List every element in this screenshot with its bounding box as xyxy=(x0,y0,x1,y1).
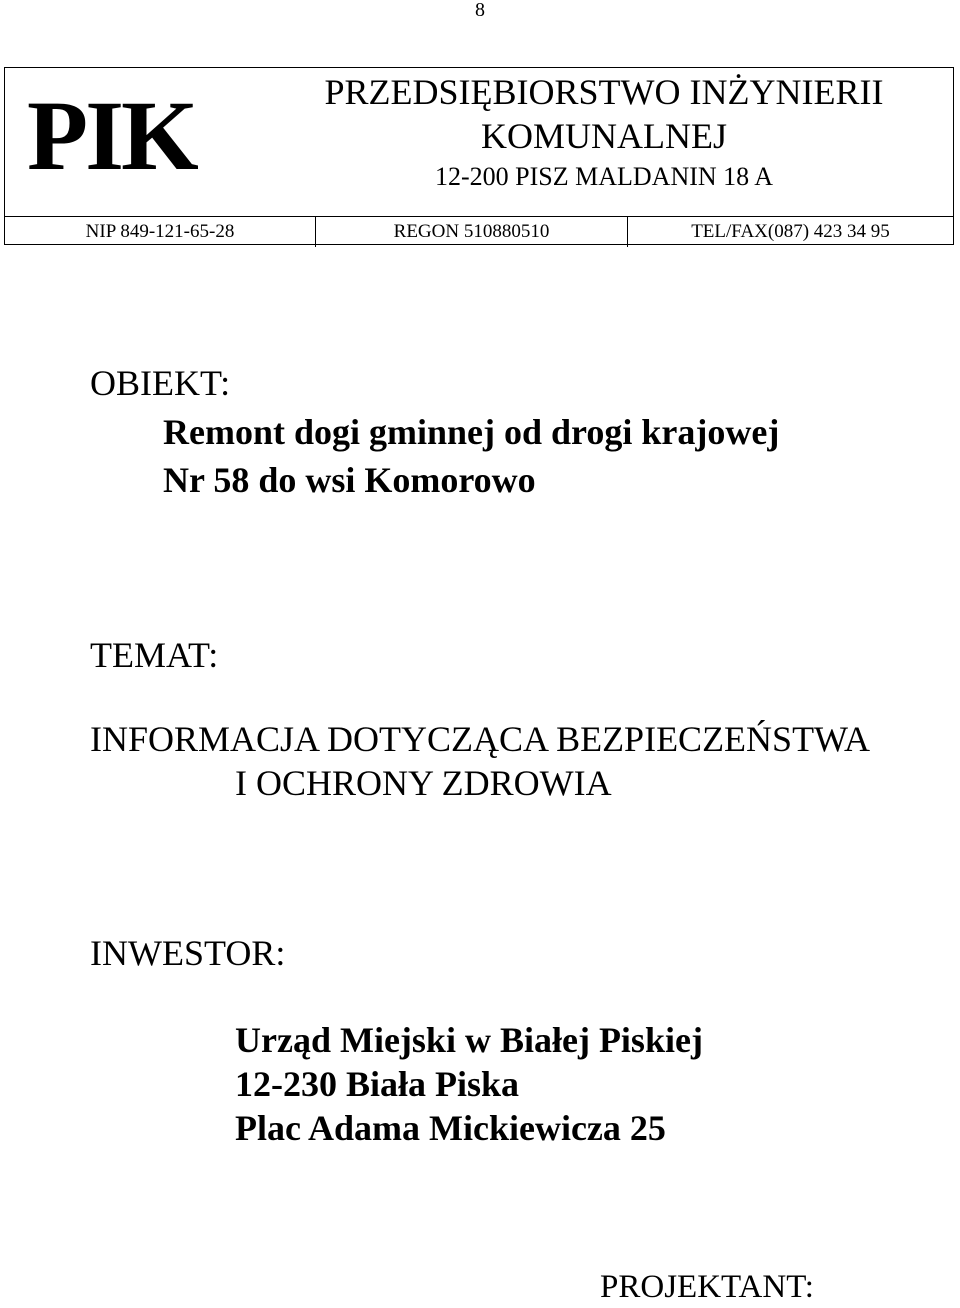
inwestor-line3: Plac Adama Mickiewicza 25 xyxy=(235,1108,666,1148)
company-logo: PIK xyxy=(27,80,196,191)
inwestor-line2: 12-230 Biała Piska xyxy=(235,1064,520,1104)
regon-number: REGON 510880510 xyxy=(315,217,627,247)
obiekt-line1: Remont dogi gminnej od drogi krajowej xyxy=(163,412,780,452)
company-block xyxy=(255,70,953,194)
temat-line2: I OCHRONY ZDROWIA xyxy=(235,763,612,803)
obiekt-line2: Nr 58 do wsi Komorowo xyxy=(163,460,536,500)
company-address: 12-200 PISZ MALDANIN 18 A xyxy=(435,162,773,191)
company-name-line1: PRZEDSIĘBIORSTWO INŻYNIERII xyxy=(324,72,884,112)
tel-fax-number: TEL/FAX(087) 423 34 95 xyxy=(627,217,953,247)
company-info-row xyxy=(5,216,953,247)
temat-line1: INFORMACJA DOTYCZĄCA BEZPIECZEŃSTWA xyxy=(90,719,871,759)
inwestor-label: INWESTOR: xyxy=(90,933,286,973)
nip-number: NIP 849-121-65-28 xyxy=(85,221,235,242)
inwestor-line1: Urząd Miejski w Białej Piskiej xyxy=(235,1020,703,1060)
temat-label: TEMAT: xyxy=(90,635,219,675)
company-name-line2: KOMUNALNEJ xyxy=(481,116,727,156)
projektant-label: PROJEKTANT: xyxy=(600,1269,814,1305)
letterhead xyxy=(4,67,954,245)
page-number: 8 xyxy=(475,0,485,21)
obiekt-label: OBIEKT: xyxy=(90,363,231,403)
